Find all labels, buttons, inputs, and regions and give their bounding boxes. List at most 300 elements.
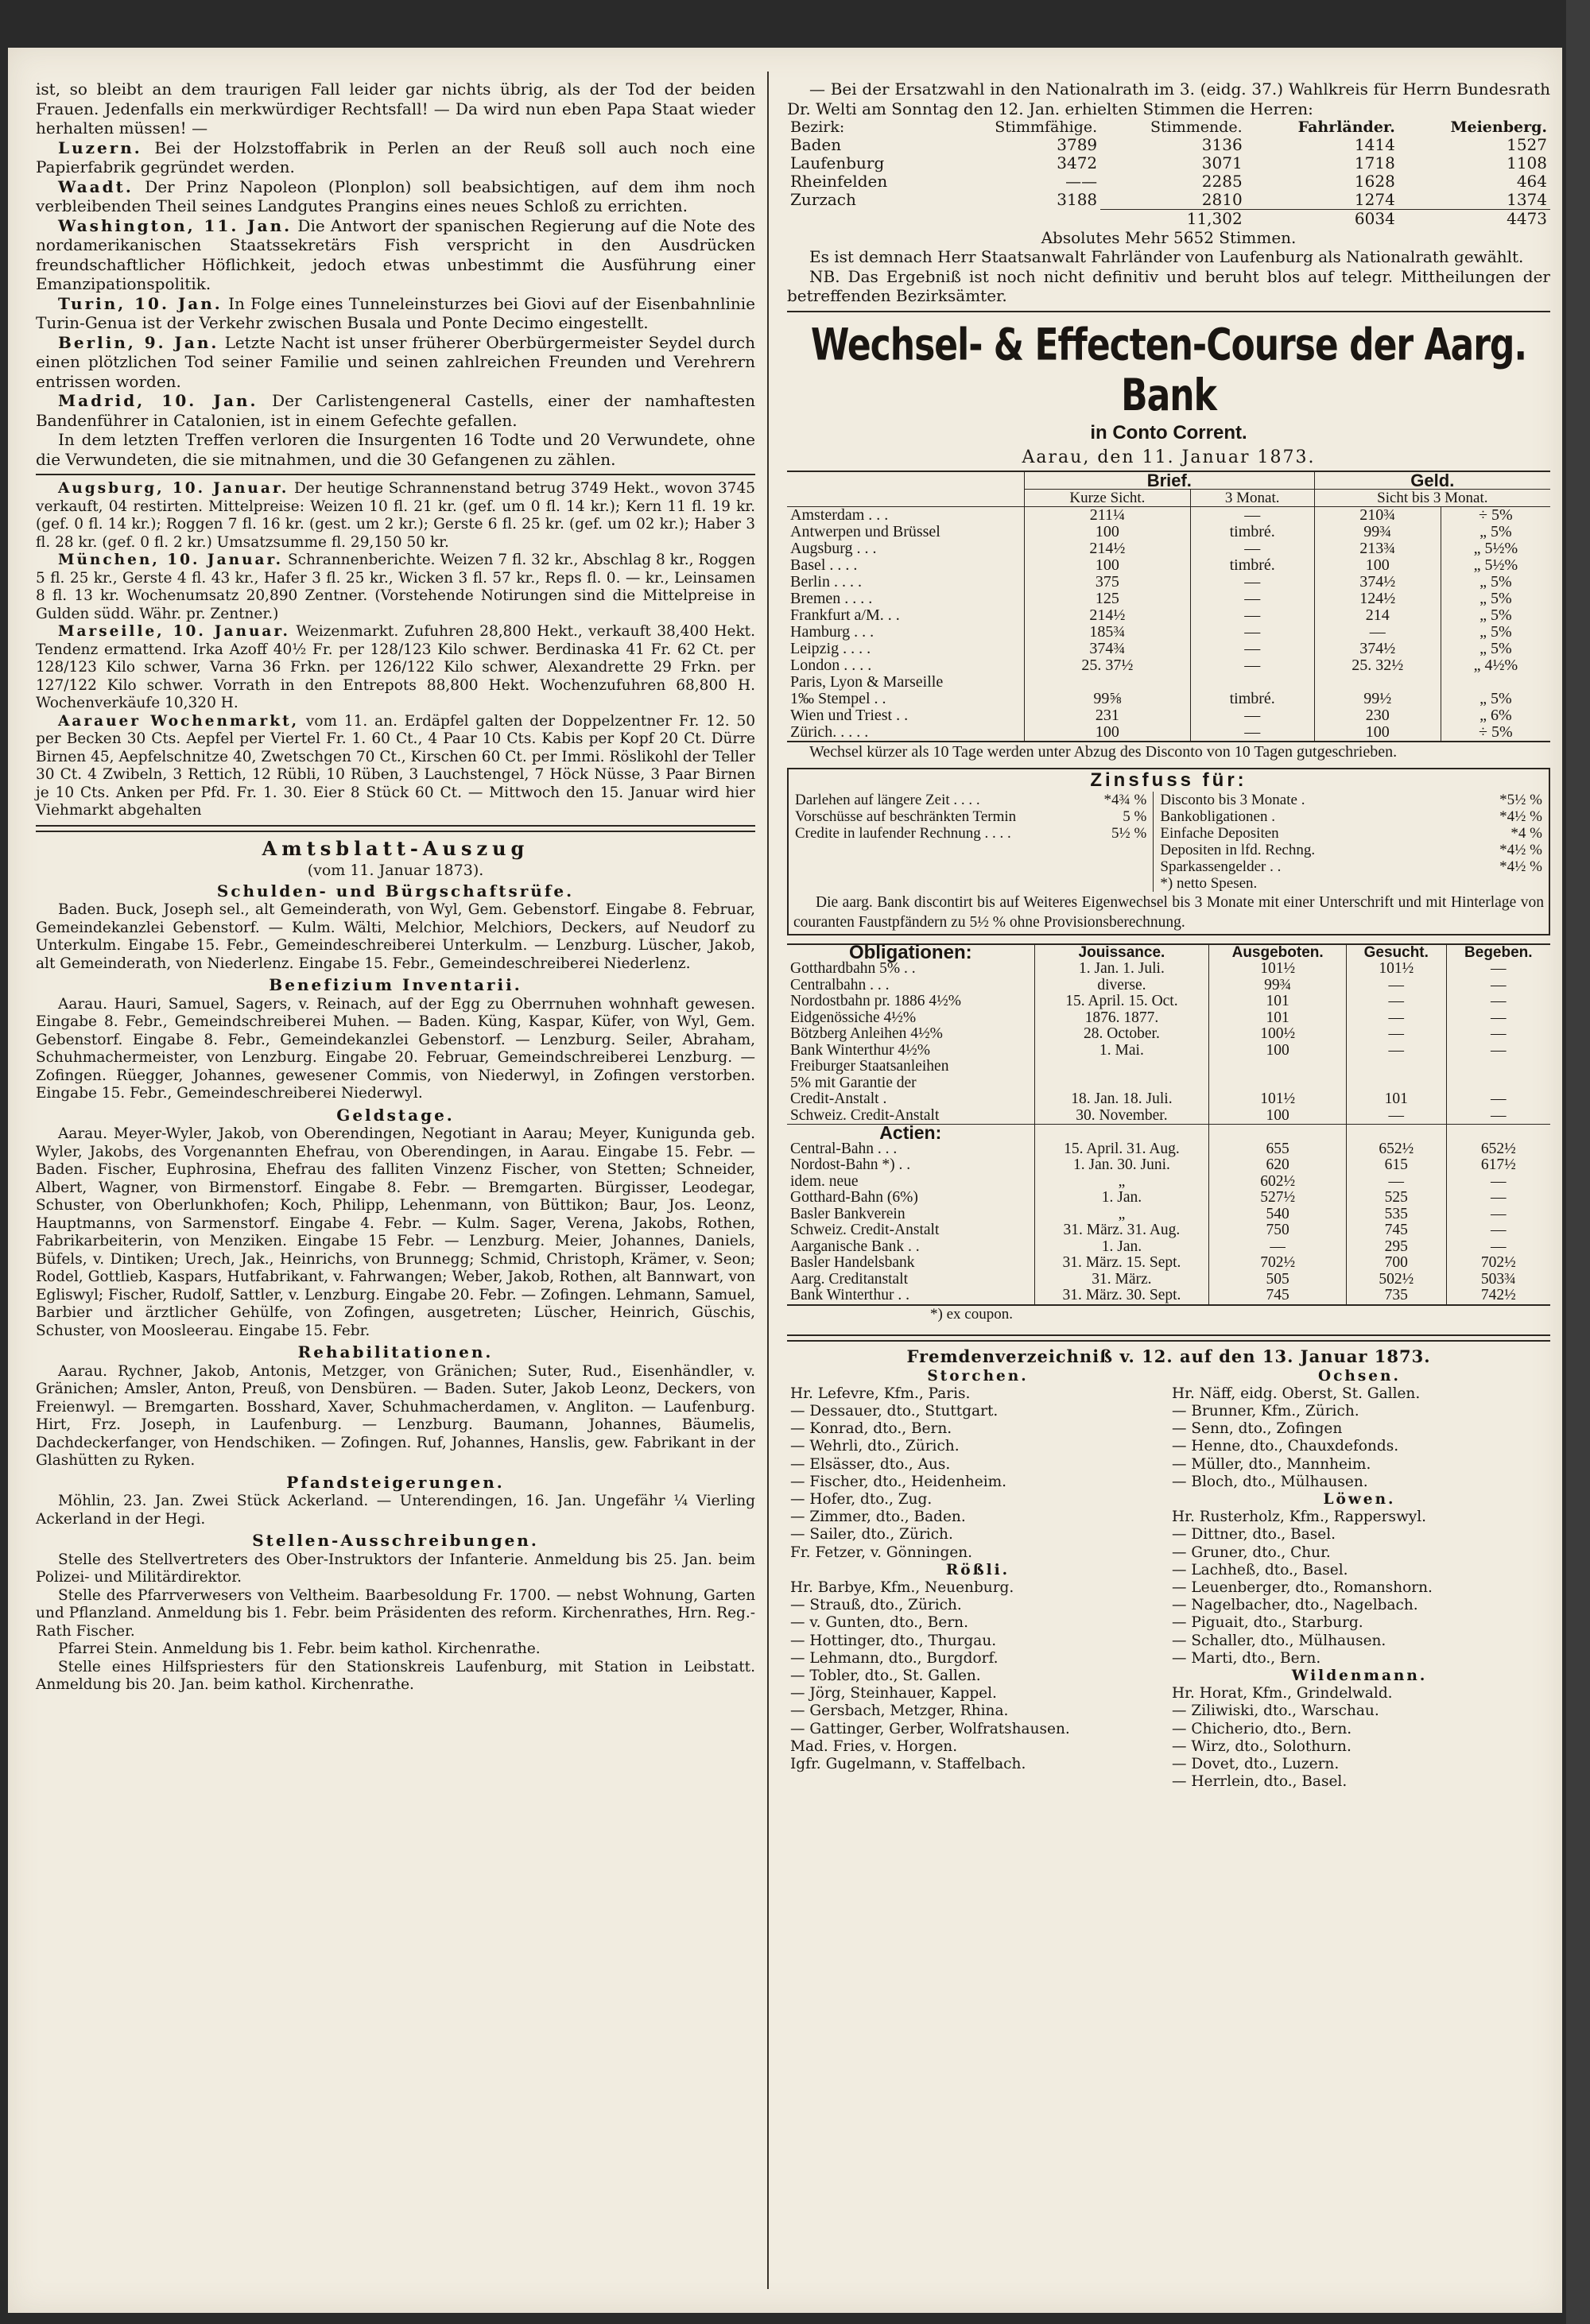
- text-stellen-3: Pfarrei Stein. Anmeldung bis 1. Febr. beim kathol. Kirchenrathe.: [58, 1640, 541, 1657]
- bond-row-cell: [1346, 1075, 1446, 1092]
- market-marseille: Marseille, 10. Januar. Weizenmarkt. Zufuhren 28,800 Hekt., verkauft 38,400 Hekt. Tendenz ermattend. Irka Azoff 40½ Fr. per 128/123 Kilo schwer. Berdinaska 41 Fr. 62 Ct. per 128/123 Kilo schwer, Varna 36 Frkn. per 126/122 Kilo schwer, Alexandrette 29 Frkn. per 127/122 Kilo schwer. Vorrath in den Entrepots 88,800 Hekt. Wochenzufuhren 68,800 H. Wochenverkäufe 10,320 H.: [36, 623, 755, 711]
- article-continued: ist, so bleibt an dem traurigen Fall leider gar nichts übrig, als der Tod der beiden Frauen. Jedenfalls ein merkwürdiger Rechtsfall! — Da wird nun eben Papa Staat wieder herhalten müssen! —: [36, 79, 755, 138]
- exchange-table: [787, 471, 1550, 742]
- bond-row-cell: 101½: [1209, 961, 1347, 978]
- news-waadt: Waadt. Der Prinz Napoleon (Plonplon) soll beabsichtigen, auf dem ihm noch verbleibenden Theil seines Landgutes Prangins eines neues Schloß zu errichten.: [36, 176, 755, 215]
- election-result: Es ist demnach Herr Staatsanwalt Fahrländer von Laufenburg als Nationalrath gewählt.: [809, 247, 1524, 266]
- bond-row-cell: —: [1346, 994, 1446, 1010]
- guest-entry: — Müller, dto., Mannheim.: [1172, 1455, 1371, 1473]
- share-row: [787, 1141, 1550, 1158]
- bond-row-cell: 1. Mai.: [1034, 1043, 1209, 1059]
- exchange-row-cell: 214: [1314, 607, 1441, 624]
- bond-row: [787, 1026, 1550, 1043]
- guest-entry: — Brunner, Kfm., Zürich.: [1172, 1402, 1359, 1420]
- exchange-row-cell: „ 5%: [1441, 524, 1550, 540]
- text-schulden: Baden. Buck, Joseph sel., alt Gemeinderath, von Wyl, Gem. Gebenstorf. Eingabe 8. Februar, Gemeindekanzlei Gebenstorf. — Kulm. Wälti, Melchior, Melchiors, Deckers, auf Neudorf zu Unterkulm. Eingabe 15. Febr., Gemeindeschreiberei Unterkulm. — Lenzburg. Lüscher, Jakob, alt Gemeinderath, von Niederlenz. Eingabe 15. Febr., Gemeindeschreiberei Niederlenz.: [36, 901, 755, 972]
- guest-entry: — Jörg, Steinhauer, Kappel.: [790, 1685, 997, 1702]
- exchange-row-cell: —: [1190, 724, 1314, 742]
- guest-entry: — Gruner, dto., Chur.: [1172, 1544, 1331, 1561]
- interest-right-row-label: Disconto bis 3 Monate .: [1160, 792, 1305, 808]
- bond-row-cell: [1446, 1059, 1550, 1075]
- news-washington: Washington, 11. Jan. Die Antwort der spanischen Regierung auf die Note des nordamerikanischen Staatssekretärs Fish verspricht in den Ausdrücken freundschaftlicher Höflichkeit, jedoch etwas unbestimmt die Ausführung einer Emanzipationspolitik.: [36, 215, 755, 293]
- election-row-cell: Baden: [790, 135, 842, 154]
- guest-entry: — Henne, dto., Chauxdefonds.: [1172, 1438, 1399, 1455]
- bond-row-cell: 18. Jan. 18. Juli.: [1034, 1091, 1209, 1108]
- share-row-cell: —: [1209, 1239, 1347, 1256]
- text-stellen-2: Stelle des Pfarrverwesers von Veltheim. Baarbesoldung Fr. 1700. — nebst Wohnung, Garten und Pflanzland. Anmeldung bis 1. Febr. beim Präsidenten des reform. Kirchenrathes, Hrn. Reg.-Rath Fischer.: [36, 1586, 755, 1640]
- bonds-table: [787, 943, 1550, 1306]
- exchange-row-cell: Berlin . . . .: [790, 572, 862, 591]
- news-luzern: Luzern. Bei der Holzstoffabrik in Perlen an der Reuß soll auch noch eine Papierfabrik gegründet werden.: [36, 138, 755, 176]
- exchange-row-cell: London . . . .: [790, 656, 872, 674]
- bond-row-cell: —: [1446, 1091, 1550, 1108]
- exchange-row-cell: 185¾: [1025, 624, 1191, 641]
- newspaper-page: [8, 48, 1562, 2313]
- exchange-row-cell: ÷ 5%: [1441, 506, 1550, 524]
- bond-row-cell: [1034, 1059, 1209, 1075]
- bond-row-cell: —: [1446, 1043, 1550, 1059]
- bond-row: [787, 1043, 1550, 1059]
- share-row-cell: 1. Jan. 30. Juni.: [1034, 1157, 1209, 1174]
- interest-right-row-rate: *4½ %: [1499, 808, 1542, 825]
- text-stellen-4: Stelle eines Hilfspriesters für den Stationskreis Laufenburg, mit Station in Leibstatt. Anmeldung bis 20. Jan. beim kathol. Kirchenrathe.: [36, 1658, 755, 1693]
- share-row-cell: 750: [1209, 1222, 1347, 1239]
- exchange-row: [787, 691, 1550, 707]
- bond-row-cell: 101: [1209, 1010, 1347, 1027]
- shares-title: Actien:: [787, 1125, 1034, 1141]
- bank-subtitle: in Conto Corrent.: [1090, 421, 1247, 443]
- interest-right-row: [1157, 808, 1545, 825]
- text-benefizium: Aarau. Hauri, Samuel, Sagers, v. Reinach, auf der Egg zu Oberrnuhen wohnhaft gewesen. Eingabe 8. Febr., Gemeindschreiberei Muhen. — Baden. Küng, Kaspar, Küfer, von Wyl, Gem. Gebenstorf. Eingabe 8. Febr., Gemeindekanzlei Gebenstorf. — Lenzburg. Seiler, Abraham, Schuhmachermeister, von Lenzburg. Eingabe 20. Februar, Gemeindschreiberei Lenzburg. — Zofingen. Rüegger, Johannes, gewesener Commis, von Niederwyl, in Zofingen verstorben. Eingabe 15. Febr., Gemeindeschreiberei Niederwyl.: [36, 995, 755, 1102]
- exchange-row-cell: Frankfurt a/M. . .: [790, 606, 900, 624]
- section-double-rule: [787, 1334, 1550, 1342]
- exchange-row-cell: 230: [1314, 707, 1441, 724]
- bond-row-cell: 101: [1346, 1091, 1446, 1108]
- share-row-cell: —: [1446, 1174, 1550, 1191]
- heading-pfandsteigerungen: Pfandsteigerungen.: [286, 1472, 505, 1492]
- guest-entry: — Leuenberger, dto., Romanshorn.: [1172, 1578, 1433, 1596]
- share-row-cell: 15. April. 31. Aug.: [1034, 1141, 1209, 1158]
- absolute-majority: Absolutes Mehr 5652 Stimmen.: [1041, 228, 1297, 247]
- bond-row: [787, 1075, 1550, 1092]
- share-row-cell: 742½: [1446, 1288, 1550, 1305]
- share-row-cell: 31. März. 15. Sept.: [1034, 1255, 1209, 1272]
- exchange-row-cell: 99½: [1314, 691, 1441, 707]
- exchange-row-cell: „ 5%: [1441, 624, 1550, 641]
- exchange-row: [787, 607, 1550, 624]
- election-row-cell: 3789: [1057, 135, 1098, 154]
- bond-row-cell: —: [1446, 1108, 1550, 1125]
- interest-right-row-rate: *4½ %: [1499, 842, 1542, 858]
- bond-row-cell: —: [1346, 1108, 1446, 1125]
- hotel-heading: Wildenmann.: [1291, 1667, 1428, 1684]
- bonds-header-cell: Jouissance.: [1034, 944, 1209, 961]
- heading-geldstage: Geldstage.: [336, 1105, 455, 1125]
- share-row-cell: Basler Handelsbank: [790, 1254, 915, 1271]
- interest-right-row: [1157, 842, 1545, 858]
- election-row-cell: 3472: [1057, 153, 1098, 172]
- exchange-place-header: [787, 471, 1025, 490]
- section-double-rule: [36, 825, 755, 832]
- exchange-row-cell: Antwerpen und Brüssel: [790, 522, 940, 540]
- election-total-cell: [787, 210, 940, 229]
- share-row: [787, 1239, 1550, 1256]
- amtsblatt-title: Amtsblatt-Auszug: [262, 836, 529, 860]
- exchange-row-cell: ÷ 5%: [1441, 724, 1550, 742]
- bond-row-cell: [1446, 1075, 1550, 1092]
- election-row-cell: 3136: [1201, 135, 1243, 154]
- election-table: [787, 118, 1550, 228]
- interest-left: [789, 792, 1154, 892]
- share-row: [787, 1174, 1550, 1191]
- exchange-row-cell: 100: [1025, 557, 1191, 574]
- bond-row-cell: —: [1346, 978, 1446, 994]
- bond-row: [787, 961, 1550, 978]
- share-row-cell: Schweiz. Credit-Anstalt: [790, 1222, 940, 1238]
- market-reports: [36, 480, 755, 820]
- election-row-cell: 1374: [1507, 190, 1547, 209]
- guest-entry: Hr. Rusterholz, Kfm., Rapperswyl.: [1172, 1509, 1427, 1526]
- exchange-row-cell: —: [1190, 540, 1314, 557]
- share-row: [787, 1272, 1550, 1288]
- heading-rehabilitationen: Rehabilitationen.: [297, 1342, 494, 1361]
- share-row-cell: 31. März. 30. Sept.: [1034, 1288, 1209, 1305]
- election-row: [787, 136, 1550, 154]
- guest-entry: — v. Gunten, dto., Bern.: [790, 1614, 968, 1632]
- exchange-row: [787, 624, 1550, 641]
- exchange-row-cell: Amsterdam . . .: [790, 505, 889, 524]
- bonds-header-cell: Obligationen:: [848, 942, 972, 963]
- election-totals-row: [787, 210, 1550, 229]
- share-row-cell: Nordost-Bahn *) . .: [790, 1156, 911, 1173]
- election-header-row: [787, 118, 1550, 136]
- share-row: [787, 1207, 1550, 1223]
- bond-row-cell: [1346, 1059, 1446, 1075]
- guest-entry: Fr. Fetzer, v. Gönningen.: [790, 1544, 973, 1561]
- election-row-cell: 1527: [1507, 135, 1547, 154]
- interest-right-row-rate: [1455, 875, 1545, 892]
- exchange-row-cell: —: [1190, 641, 1314, 657]
- share-row-cell: 615: [1346, 1157, 1446, 1174]
- market-augsburg: Augsburg, 10. Januar. Der heutige Schrannenstand betrug 3749 Hekt., wovon 3745 verkauft, 04 restirten. Mittelpreise: Weizen 10 fl. 21 kr. (gef. um 0 fl. 14 kr.); Kern 11 fl. 19 kr. (gef. 0 fl. 14 kr.); Roggen 7 fl. 16 kr. (gest. um 2 kr.); Gerste 6 fl. 25 kr. (gef. um 02 kr.); Haber 3 fl. 28 kr. (gef. 0 fl. 2 kr.) Umsatzsumme fl. 29,150 50 kr.: [36, 480, 755, 551]
- interest-left-row: [792, 808, 1150, 825]
- exchange-row-cell: 374½: [1314, 574, 1441, 591]
- bond-row-cell: diverse.: [1034, 978, 1209, 994]
- drei-monat-header: 3 Monat.: [1190, 489, 1314, 506]
- guest-entry: — Gattinger, Gerber, Wolfratshausen.: [790, 1720, 1070, 1737]
- guest-entry: — Wehrli, dto., Zürich.: [790, 1438, 960, 1455]
- share-row-cell: 502½: [1346, 1272, 1446, 1288]
- exchange-row-cell: „ 5%: [1441, 607, 1550, 624]
- election-row-cell: 1628: [1354, 172, 1395, 191]
- bond-row-cell: 101½: [1346, 961, 1446, 978]
- election-row-cell: 2285: [1201, 172, 1243, 191]
- exchange-row: [787, 540, 1550, 557]
- exchange-row-cell: Hamburg . . .: [790, 622, 874, 641]
- guest-entry: — Zimmer, dto., Baden.: [790, 1509, 966, 1526]
- share-row-cell: 1. Jan.: [1034, 1239, 1209, 1256]
- interest-left-row: [792, 825, 1150, 842]
- exchange-row-cell: 25. 32½: [1314, 657, 1441, 674]
- bond-row-cell: —: [1346, 1043, 1446, 1059]
- hotel-heading: Storchen.: [927, 1367, 1029, 1385]
- share-row-cell: 652½: [1446, 1141, 1550, 1158]
- guest-entry: — Lehmann, dto., Burgdorf.: [790, 1649, 999, 1667]
- exchange-row-cell: Leipzig . . . .: [790, 639, 871, 657]
- interest-left-row-rate: 5½ %: [1111, 825, 1147, 842]
- exchange-row-cell: Basel . . . .: [790, 556, 858, 574]
- brief-header: Brief.: [1025, 471, 1315, 490]
- interest-left-row-label: Vorschüsse auf beschränkten Termin: [795, 808, 1017, 825]
- interest-right-row-label: Sparkassengelder . .: [1160, 858, 1282, 875]
- guest-entry: — Wirz, dto., Solothurn.: [1172, 1737, 1352, 1755]
- exchange-row-cell: timbré.: [1190, 524, 1314, 540]
- exchange-row-cell: [1190, 674, 1314, 691]
- exchange-row-cell: [1025, 674, 1191, 691]
- interest-right-row: [1157, 825, 1545, 842]
- election-row-cell: 2810: [1201, 190, 1243, 209]
- exchange-row-cell: 100: [1025, 724, 1191, 742]
- news-berlin: Berlin, 9. Jan. Letzte Nacht ist unser früherer Oberbürgermeister Seydel durch einen plötzlichen Tod seiner Familie und seinen zahlreichen Freunden und Verehrern entrissen worden.: [36, 332, 755, 391]
- bond-row: [787, 994, 1550, 1010]
- share-row-cell: —: [1446, 1190, 1550, 1207]
- election-header-cell: Stimmfähige.: [995, 118, 1098, 136]
- election-header-cell: Stimmende.: [1150, 118, 1243, 136]
- share-row-cell: 527½: [1209, 1190, 1347, 1207]
- exchange-row-cell: —: [1190, 506, 1314, 524]
- bond-row-cell: 101: [1209, 994, 1347, 1010]
- scan-margin: [1566, 0, 1590, 2324]
- guest-entry: — Herrlein, dto., Basel.: [1172, 1773, 1348, 1791]
- coupon-note: *) ex coupon.: [930, 1305, 1013, 1323]
- guest-entry: Hr. Barbye, Kfm., Neuenburg.: [790, 1578, 1014, 1596]
- news-madrid-2: In dem letzten Treffen verloren die Insurgenten 16 Todte und 20 Verwundete, ohne die Verwundeten, die sie mitnahmen, und die 30 Gefangenen zu zählen.: [36, 430, 755, 469]
- guest-entry: — Konrad, dto., Bern.: [790, 1420, 952, 1438]
- bond-row-cell: 5% mit Garantie der: [790, 1074, 917, 1091]
- exchange-row-cell: Bremen . . . .: [790, 589, 873, 607]
- exchange-row: [787, 657, 1550, 674]
- share-row-cell: Bank Winterthur . .: [790, 1287, 909, 1303]
- interest-right: [1154, 792, 1549, 892]
- exchange-row-cell: Augsburg . . .: [790, 539, 877, 557]
- bond-row-cell: 1. Jan. 1. Juli.: [1034, 961, 1209, 978]
- election-row-cell: 3071: [1201, 153, 1243, 172]
- sicht-bis-header: Sicht bis 3 Monat.: [1314, 489, 1550, 506]
- share-row-cell: „: [1034, 1207, 1209, 1223]
- election-row-cell: 3188: [1057, 190, 1098, 210]
- share-row-cell: 602½: [1209, 1174, 1347, 1191]
- geld-header: Geld.: [1314, 471, 1550, 490]
- share-row-cell: 702½: [1446, 1255, 1550, 1272]
- exchange-row-cell: —: [1190, 574, 1314, 591]
- bond-row-cell: Freiburger Staatsanleihen: [790, 1058, 949, 1075]
- exchange-row-cell: 214½: [1025, 540, 1191, 557]
- heading-benefizium: Benefizium Inventarii.: [269, 975, 522, 994]
- share-row: [787, 1157, 1550, 1174]
- bonds-header-cell: Ausgeboten.: [1209, 944, 1347, 961]
- interest-table: [789, 792, 1549, 892]
- exchange-row-cell: Wien und Triest . .: [790, 706, 909, 724]
- bank-title: Wechsel- & Effecten-Course der Aarg. Bank: [810, 319, 1527, 421]
- bond-row: [787, 1059, 1550, 1075]
- bond-row-cell: Schweiz. Credit-Anstalt: [790, 1106, 940, 1124]
- exchange-row: [787, 674, 1550, 691]
- interest-left-row-rate: *4¾ %: [1103, 792, 1147, 808]
- exchange-row-cell: 100: [1314, 724, 1441, 742]
- exchange-row: [787, 506, 1550, 524]
- election-row: [787, 191, 1550, 210]
- bond-row: [787, 1010, 1550, 1027]
- exchange-row-cell: 100: [1314, 557, 1441, 574]
- bond-row-cell: —: [1446, 1010, 1550, 1027]
- section-rule: [36, 474, 755, 475]
- election-row-cell: 1108: [1507, 153, 1547, 172]
- interest-note: Die aarg. Bank discontirt bis auf Weiteres Eigenwechsel bis 3 Monate mit einer Unterschrift und mit Hinterlage von couranten Faustpfändern zu 5½ % ohne Provisionsberechnung.: [793, 894, 1544, 931]
- exchange-row-cell: [1314, 674, 1441, 691]
- exchange-blank-subheader: [787, 489, 1025, 506]
- guest-list-right: [1169, 1368, 1550, 1791]
- election-total-cell: [940, 210, 1100, 229]
- election-row-cell: 464: [1516, 172, 1547, 191]
- bond-row-cell: Centralbahn . . .: [790, 976, 890, 994]
- election-header-cell: Bezirk:: [790, 118, 845, 136]
- exchange-row: [787, 591, 1550, 607]
- guest-entry: — Fischer, dto., Heidenheim.: [790, 1473, 1007, 1490]
- exchange-row-cell: „ 6%: [1441, 707, 1550, 724]
- exchange-row: [787, 641, 1550, 657]
- bank-date: Aarau, den 11. Januar 1873.: [1022, 447, 1316, 467]
- amtsblatt-date: (vom 11. Januar 1873).: [307, 861, 484, 879]
- text-pfandsteigerungen: Möhlin, 23. Jan. Zwei Stück Ackerland. — Unterendingen, 16. Jan. Ungefähr ¼ Vierling Ackerland in der Hegi.: [36, 1493, 755, 1528]
- bond-row-cell: —: [1446, 978, 1550, 994]
- guest-entry: — Schaller, dto., Mülhausen.: [1172, 1632, 1386, 1649]
- exchange-row-cell: 125: [1025, 591, 1191, 607]
- election-intro: — Bei der Ersatzwahl in den Nationalrath im 3. (eidg. 37.) Wahlkreis für Herrn Bundesrath Dr. Welti am Sonntag den 12. Jan. erhielten Stimmen die Herren:: [787, 79, 1550, 118]
- guest-entry: — Dittner, dto., Basel.: [1172, 1526, 1336, 1544]
- interest-left-row: [792, 792, 1150, 808]
- bond-row-cell: —: [1346, 1026, 1446, 1043]
- share-row-cell: „: [1034, 1174, 1209, 1191]
- bond-row-cell: Eidgenössiche 4½%: [790, 1009, 917, 1026]
- exchange-row-cell: —: [1190, 591, 1314, 607]
- election-row-cell: Rheinfelden: [790, 172, 888, 191]
- share-row-cell: —: [1446, 1222, 1550, 1239]
- bonds-header-cell: Gesucht.: [1346, 944, 1446, 961]
- guest-entry: Hr. Näff, eidg. Oberst, St. Gallen.: [1172, 1385, 1421, 1402]
- guest-entry: — Hottinger, dto., Thurgau.: [790, 1632, 997, 1649]
- exchange-row-cell: „ 4½%: [1441, 657, 1550, 674]
- exchange-row-cell: —: [1314, 624, 1441, 641]
- share-row-cell: 655: [1209, 1141, 1347, 1158]
- bonds-header-cell: Begeben.: [1446, 944, 1550, 961]
- share-row-cell: idem. neue: [790, 1172, 859, 1190]
- share-row-cell: 745: [1346, 1222, 1446, 1239]
- share-row-cell: 702½: [1209, 1255, 1347, 1272]
- interest-left-row-label: Darlehen auf längere Zeit . . . .: [795, 792, 980, 808]
- exchange-row-cell: 211¼: [1025, 506, 1191, 524]
- interest-title: Zinsfuss für:: [1090, 769, 1247, 791]
- share-row: [787, 1288, 1550, 1305]
- guest-entry: — Elsässer, dto., Aus.: [790, 1455, 951, 1473]
- exchange-row-cell: 100: [1025, 524, 1191, 540]
- guest-entry: — Sailer, dto., Zürich.: [790, 1526, 953, 1544]
- exchange-row-cell: —: [1190, 607, 1314, 624]
- guest-entry: — Ziliwiski, dto., Warschau.: [1172, 1702, 1379, 1720]
- bond-row-cell: 101½: [1209, 1091, 1347, 1108]
- interest-right-row: [1157, 875, 1545, 892]
- news-madrid: Madrid, 10. Jan. Der Carlistengeneral Castells, einer der namhaftesten Bandenführer in Catalonien, ist in einem Gefechte gefallen.: [36, 391, 756, 430]
- interest-right-row-label: Bankobligationen .: [1160, 808, 1275, 825]
- share-row-cell: Central-Bahn . . .: [790, 1140, 898, 1157]
- share-row-cell: 503¾: [1446, 1272, 1550, 1288]
- share-row-cell: Aarganische Bank . .: [790, 1238, 920, 1255]
- exchange-row-cell: [1441, 674, 1550, 691]
- bond-row-cell: 30. November.: [1034, 1108, 1209, 1125]
- exchange-row-cell: 124½: [1314, 591, 1441, 607]
- exchange-note: Wechsel kürzer als 10 Tage werden unter Abzug des Disconto von 10 Tagen gutgeschrieben.: [809, 742, 1398, 761]
- hotel-heading: Ochsen.: [1318, 1367, 1401, 1385]
- share-row-cell: —: [1446, 1239, 1550, 1256]
- interest-right-row-label: Einfache Depositen: [1160, 825, 1279, 842]
- exchange-row: [787, 557, 1550, 574]
- bond-row-cell: [1209, 1059, 1347, 1075]
- guest-entry: — Chicherio, dto., Bern.: [1172, 1720, 1352, 1737]
- exchange-row-cell: „ 5%: [1441, 591, 1550, 607]
- guest-entry: — Dessauer, dto., Stuttgart.: [790, 1402, 999, 1420]
- bond-row-cell: 1876. 1877.: [1034, 1010, 1209, 1027]
- exchange-row-cell: 214½: [1025, 607, 1191, 624]
- exchange-row: [787, 574, 1550, 591]
- hotel-heading: Löwen.: [1323, 1490, 1396, 1508]
- bond-row-cell: 100½: [1209, 1026, 1347, 1043]
- exchange-row: [787, 724, 1550, 742]
- share-row-cell: 295: [1346, 1239, 1446, 1256]
- guest-entry: — Piguait, dto., Starburg.: [1172, 1614, 1363, 1632]
- interest-right-row-label: *) netto Spesen.: [1160, 875, 1258, 892]
- interest-right-row-rate: *5½ %: [1499, 792, 1542, 808]
- exchange-row-cell: 213¾: [1314, 540, 1441, 557]
- exchange-row-cell: „ 5%: [1441, 691, 1550, 707]
- share-row-cell: 31. März.: [1034, 1272, 1209, 1288]
- interest-right-row-rate: *4 %: [1510, 825, 1542, 842]
- exchange-row-cell: timbré.: [1190, 557, 1314, 574]
- exchange-row-cell: 375: [1025, 574, 1191, 591]
- exchange-row-cell: „ 5½%: [1441, 557, 1550, 574]
- guest-entry: Mad. Fries, v. Horgen.: [790, 1737, 958, 1755]
- exchange-row-cell: „ 5%: [1441, 641, 1550, 657]
- election-row: [787, 154, 1550, 172]
- exchange-row-cell: Zürich. . . . .: [790, 722, 869, 741]
- bond-row-cell: [1209, 1075, 1347, 1092]
- exchange-row: [787, 707, 1550, 724]
- election-nb: NB. Das Ergebniß ist noch nicht definitiv und beruht blos auf telegr. Mittheilungen der betreffenden Bezirksämter.: [787, 266, 1550, 305]
- share-row: [787, 1190, 1550, 1207]
- exchange-row: [787, 524, 1550, 540]
- interest-right-row: [1157, 792, 1545, 808]
- exchange-row-cell: 231: [1025, 707, 1191, 724]
- share-row-cell: 1. Jan.: [1034, 1190, 1209, 1207]
- election-row-cell: Laufenburg: [790, 153, 885, 172]
- share-row-cell: 745: [1209, 1288, 1347, 1305]
- election-row-cell: ——: [1065, 172, 1098, 191]
- column-divider: [767, 72, 769, 2289]
- bond-row-cell: 28. October.: [1034, 1026, 1209, 1043]
- exchange-row-cell: 25. 37½: [1025, 657, 1191, 674]
- share-row-cell: 617½: [1446, 1157, 1550, 1174]
- share-row-cell: —: [1446, 1207, 1550, 1223]
- share-row-cell: 525: [1346, 1190, 1446, 1207]
- bond-row-cell: [1034, 1075, 1209, 1092]
